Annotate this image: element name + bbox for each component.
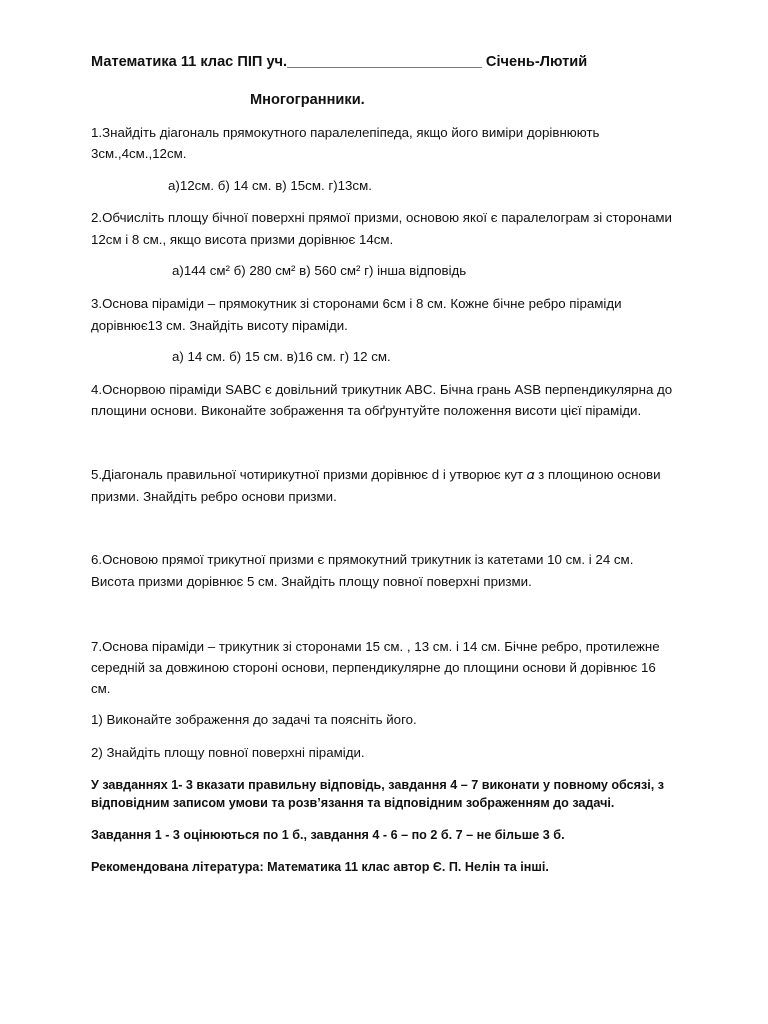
task-3-line-2: дорівнює13 см. Знайдіть висоту піраміди. bbox=[91, 318, 348, 333]
header-line: Математика 11 клас ПІП уч.________________________ Січень-Лютий bbox=[91, 54, 588, 70]
task-6-line-1: 6.Основою прямої трикутної призми є прямокутний трикутник із катетами 10 см. і 24 см. bbox=[91, 552, 634, 567]
task-2-line-1: 2.Обчисліть площу бічної поверхні прямої призми, основою якої є паралелограм зі сторонами bbox=[91, 210, 672, 225]
task-2-options: а)144 см² б) 280 см² в) 560 см² г) інша відповідь bbox=[172, 263, 467, 278]
task-5-line-2: призми. Знайдіть ребро основи призми. bbox=[91, 489, 337, 504]
task-7-line-1: 7.Основа піраміди – трикутник зі сторонами 15 см. , 13 см. і 14 см. Бічне ребро, протилежне bbox=[91, 639, 660, 654]
task-3-options: а) 14 см. б) 15 см. в)16 см. г) 12 см. bbox=[172, 349, 391, 364]
task-4-line-2: площини основи. Виконайте зображення та обґрунтуйте положення висоти цієї піраміди. bbox=[91, 403, 642, 418]
task-6-line-2: Висота призми дорівнює 5 см. Знайдіть площу повної поверхні призми. bbox=[91, 574, 532, 589]
task-7-sub-2: 2) Знайдіть площу повної поверхні піраміди. bbox=[91, 745, 365, 760]
instructions-line-2: відповідним записом умови та розв’язання та відповідним зображенням до задачі. bbox=[91, 796, 615, 810]
task-5-line-1: 5.Діагональ правильної чотирикутної призми дорівнює d і утворює кут 𝛼 з площиною основи bbox=[91, 467, 661, 482]
page-title: Многогранники. bbox=[250, 92, 365, 108]
task-7-line-3: см. bbox=[91, 681, 111, 696]
task-3-line-1: 3.Основа піраміди – прямокутник зі сторонами 6см і 8 см. Кожне бічне ребро піраміди bbox=[91, 296, 622, 311]
task-7-sub-1: 1) Виконайте зображення до задачі та поясніть його. bbox=[91, 712, 417, 727]
task-1-line-2: 3см.,4см.,12см. bbox=[91, 146, 187, 161]
task-4-line-1: 4.Оснорвою піраміди SABC є довільний трикутник ABC. Бічна грань ASB перпендикулярна до bbox=[91, 382, 673, 397]
grading-note: Завдання 1 - 3 оцінюються по 1 б., завдання 4 - 6 – по 2 б. 7 – не більше 3 б. bbox=[91, 828, 565, 842]
task-7-line-2: середній за довжиною стороні основи, перпендикулярне до площини основи й дорівнює 16 bbox=[91, 660, 656, 675]
task-1-options: а)12см. б) 14 см. в) 15см. г)13см. bbox=[168, 178, 372, 193]
instructions-line-1: У завданнях 1- 3 вказати правильну відповідь, завдання 4 – 7 виконати у повному обсязі, з bbox=[91, 778, 665, 792]
task-2-line-2: 12см і 8 см., якщо висота призми дорівнює 14см. bbox=[91, 232, 394, 247]
literature-note: Рекомендована література: Математика 11 клас автор Є. П. Нелін та інші. bbox=[91, 860, 549, 874]
task-1-line-1: 1.Знайдіть діагональ прямокутного паралелепіпеда, якщо його виміри дорівнюють bbox=[91, 125, 600, 140]
